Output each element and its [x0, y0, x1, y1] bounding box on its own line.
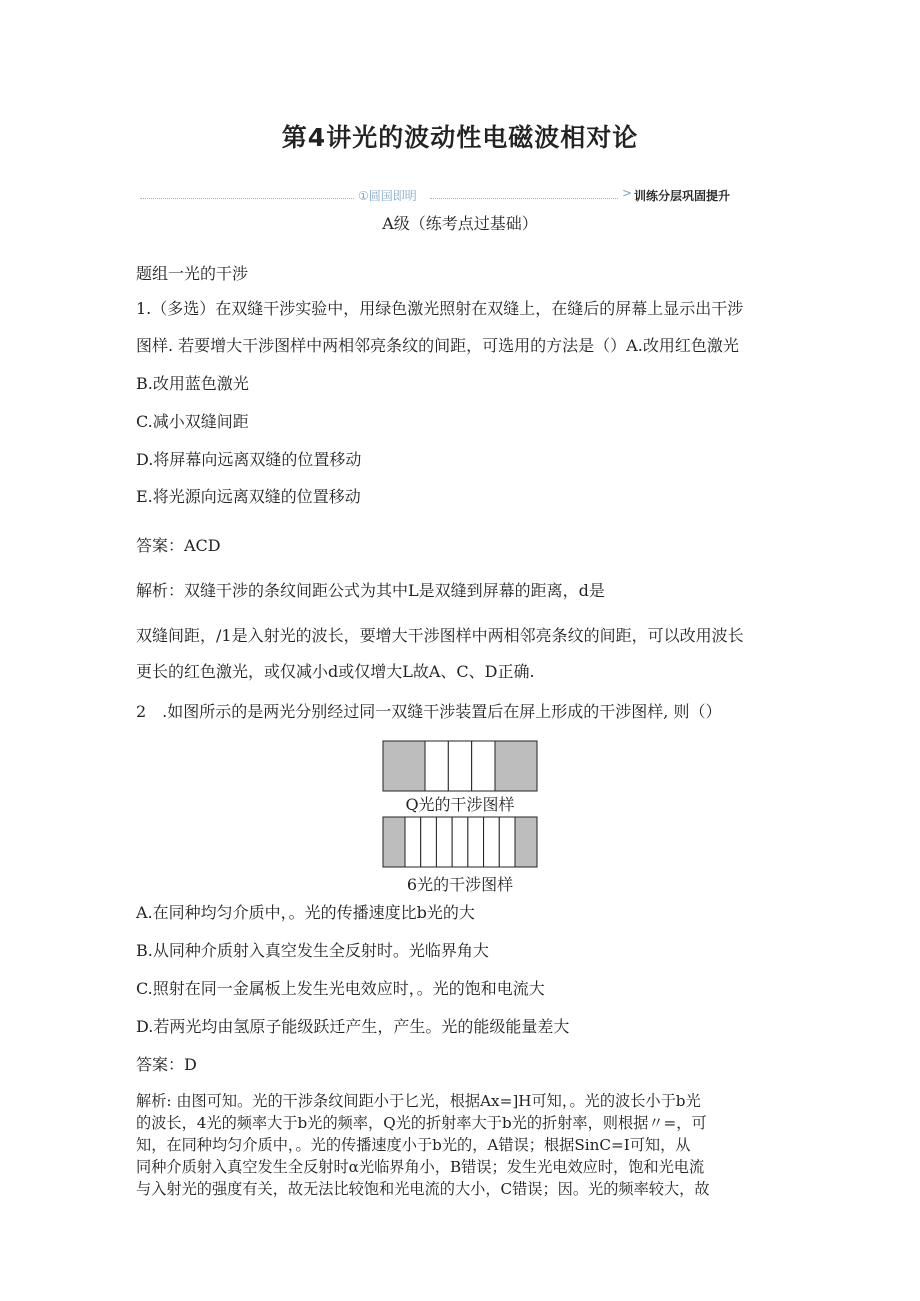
- fringe-pattern-a-graphic: [382, 740, 538, 792]
- q1-answer: 答案：ACD: [136, 536, 221, 555]
- q1-option-b: B.改用蓝色激光: [136, 374, 249, 393]
- fringe-pattern-b-graphic: [382, 816, 538, 868]
- pattern-b-dark-region-left: [383, 817, 405, 867]
- pattern-a-dark-region-right: [495, 741, 537, 791]
- pattern-a-bright-fringe: [448, 741, 471, 791]
- fringe-pattern-b-caption: 6光的干涉图样: [406, 875, 514, 894]
- q1-option-d: D.将屏幕向远离双缝的位置移动: [136, 450, 362, 469]
- banner-arrow: >: [622, 186, 633, 200]
- fringe-pattern-a: [382, 740, 538, 792]
- q2-analysis-line-4: 同种介质射入真空发生全反射时α光临界角小，B错误；发生光电效应时，饱和光电流: [136, 1158, 705, 1176]
- q2-stem: 2 .如图所示的是两光分别经过同一双缝干涉装置后在屏上形成的干涉图样, 则（）: [136, 702, 722, 721]
- fringe-pattern-a-caption: Q光的干涉图样: [405, 795, 515, 814]
- pattern-b-bright-fringe: [405, 817, 421, 867]
- q2-option-d: D.若两光均由氢原子能级跃迁产生，产生。光的能级能量差大: [136, 1017, 570, 1036]
- pattern-b-dark-region-right: [515, 817, 537, 867]
- q1-analysis-line-2: 双缝间距，/1是入射光的波长，要增大干涉图样中两相邻亮条纹的间距，可以改用波长: [136, 626, 744, 645]
- page-title: 第4讲光的波动性电磁波相对论: [281, 123, 639, 152]
- pattern-b-bright-fringe: [484, 817, 500, 867]
- q2-option-c: C.照射在同一金属板上发生光电效应时，。光的饱和电流大: [136, 979, 545, 998]
- group-heading: 题组一光的干涉: [136, 264, 249, 283]
- q1-option-c: C.减小双缝间距: [136, 412, 249, 431]
- q2-option-a: A.在同种均匀介质中，。光的传播速度比b光的大: [136, 903, 475, 922]
- q2-analysis-line-2: 的波长，4光的频率大于b光的频率，Q光的折射率大于b光的折射率，则根据〃=，可: [136, 1114, 707, 1132]
- pattern-b-bright-fringe: [468, 817, 484, 867]
- q2-analysis-line-5: 与入射光的强度有关，故无法比较饱和光电流的大小，C错误；因。光的频率较大，故: [136, 1180, 710, 1198]
- fringe-pattern-b: [382, 816, 538, 868]
- banner-left-mark: ①圆国即明: [358, 189, 417, 203]
- pattern-a-bright-fringe: [425, 741, 448, 791]
- pattern-a-dark-region-left: [383, 741, 425, 791]
- q2-answer: 答案：D: [136, 1055, 197, 1074]
- section-banner: [140, 186, 780, 206]
- banner-dotted-line-left: [140, 198, 354, 199]
- banner-dotted-line-right: [430, 198, 618, 199]
- q1-option-e: E.将光源向远离双缝的位置移动: [136, 487, 361, 506]
- q2-option-b: B.从同种介质射入真空发生全反射时。光临界角大: [136, 941, 489, 960]
- q1-stem-line-2: 图样. 若要增大干涉图样中两相邻亮条纹的间距，可选用的方法是（）A.改用红色激光: [136, 336, 739, 355]
- q2-analysis-line-3: 知，在同种均匀介质中，。光的传播速度小于b光的，A错误；根据SinC=I可知，从: [136, 1136, 691, 1154]
- q1-stem-line-1: 1.（多选）在双缝干涉实验中，用绿色激光照射在双缝上，在缝后的屏幕上显示出干涉: [136, 299, 744, 318]
- pattern-b-bright-fringe: [499, 817, 515, 867]
- level-heading: A级（练考点过基础）: [382, 214, 538, 233]
- q1-analysis-line-1: 解析：双缝干涉的条纹间距公式为其中L是双缝到屏幕的距离，d是: [136, 581, 605, 600]
- q1-analysis-line-3: 更长的红色激光，或仅减小d或仅增大L故A、C、D正确.: [136, 662, 535, 681]
- pattern-b-bright-fringe: [436, 817, 452, 867]
- pattern-b-bright-fringe: [452, 817, 468, 867]
- pattern-a-bright-fringe: [472, 741, 495, 791]
- q2-analysis-line-1: 解析: 由图可知。光的干涉条纹间距小于匕光，根据Ax=]H可知，。光的波长小于b光: [136, 1092, 701, 1110]
- banner-right-mark: 训练分层巩固提升: [634, 189, 731, 203]
- pattern-b-bright-fringe: [421, 817, 437, 867]
